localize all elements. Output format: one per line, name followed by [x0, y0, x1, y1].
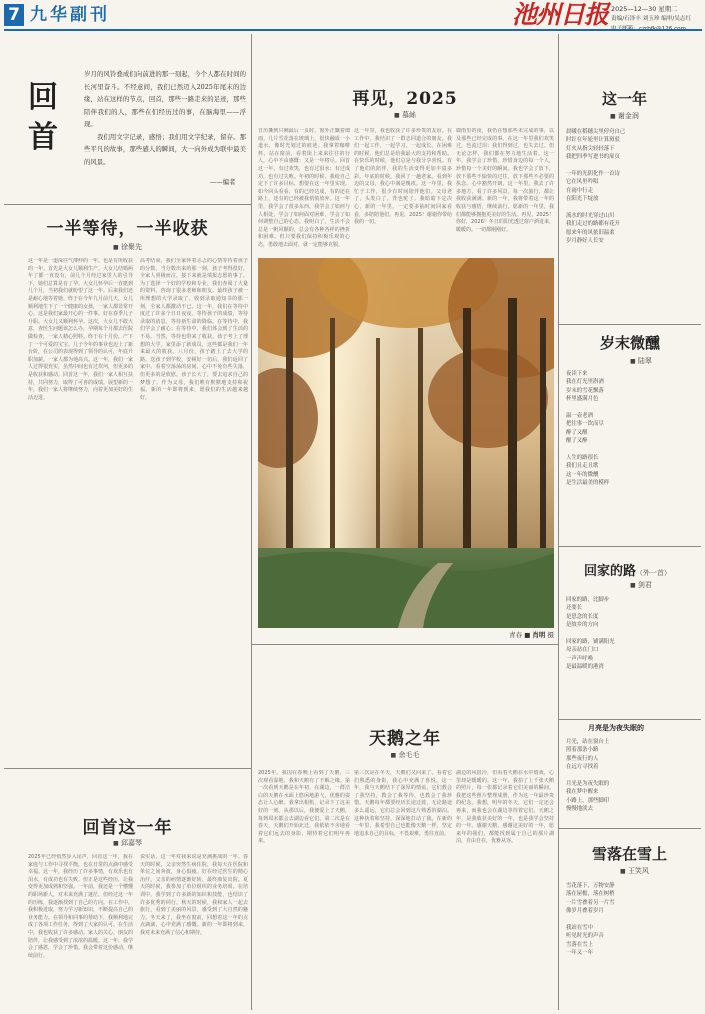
forest-illustration	[258, 258, 554, 628]
editors-line: 责编/石泽丰 刘玉珍 编审/吴志红	[611, 16, 692, 22]
again-col-3: 微雨里的夜，我仍在想那些未完成的事，以及那些已经完成的事。在这一年里我们欢笑过，也流过泪；我们得到过，也失去过。但无论怎样，我们都在努力地生活着。这一年，我学会了珍惜，珍惜身边的每一个人，珍惜每一个美好的瞬间。我也学会了放下，放下那些不愉快的过往，放下那些不必要的执念。心中豁然开朗。这一年里，我去了许多地方，看了许多风景。每一次旅行，都让我收获满满。新的一年，我将带着这一年的收获与感悟，继续前行。愿新的一年里，我们都能够拥抱更美好的生活。再见，2025！你好，2026！冬日的阳光透过窗户洒进来，暖暖的。一切都刚刚好。	[456, 128, 554, 233]
poem-drunk-author: 陆翠	[637, 357, 652, 365]
again-col-1: 日历撕到只剩最后一页时，窗外正飘着细雨。几片雪花落在玻璃上，很快融成一小道水，像时光划过的痕迹。我拿着咖啡杯，站在窗前，看着街上来来往往的行人，心中不由感慨：又是一年将尽。回首这一年，有过欢笑，也有过泪水；有过成功，也有过失败。年初的时候，我给自己定下了许多目标，想要在这一年里实现。如今回头看看，有的已经达成，有的还在路上，还有的已经被我悄悄放弃。这一年里，我学会了很多东西。我学会了如何与人相处，学会了如何面对困难，学会了如何调整自己的心态。我明白了，生活不会总是一帆风顺的，总会有各种各样的挫折和困难。但只要我们保持积极乐观的心态，勇敢地去面对，就一定能够克服。	[258, 128, 350, 248]
poem-this-year-author-line: ■ 谢金润	[610, 112, 639, 120]
poem-way-back-author-line: ■ 剑君	[630, 581, 652, 589]
divider	[252, 644, 558, 645]
divider	[251, 34, 252, 1010]
intro-title-char-2: 首	[28, 120, 58, 155]
page-number-badge	[4, 4, 24, 26]
again-author: 慕絲	[401, 111, 416, 119]
divider	[559, 324, 701, 325]
again-col-2: 这一年里，我也收获了许多珍贵的友谊。在工作中，我结识了一群志同道合的朋友。我们一起工作，一起学习，一起成长。在困难的时候，他们总是给我最大的支持和帮助。在快乐的时候，他们总是与我分享喜悦。有了他们的陪伴，我的生活变得更加丰富多彩。年底的时候，我回了一趟老家。看到年迈的父母，我心中满是愧疚。这一年里，我忙于工作，很少有时间陪伴他们。父母老了，头发白了，背也驼了。我暗暗下定决心，新的一年里，一定要多抽时间回家看看，多陪陪他们。再见，2025！谢谢你带给我的一切。	[354, 128, 452, 226]
poem-way-back-text: 回家的路，比脚步 还要长 是思念的长度 是故乡的方向 回家的路，铺满阳光 母亲站在门口 一声声呼唤 是最温暖的港湾	[566, 597, 615, 671]
email-line	[611, 24, 686, 32]
photo-caption-title: 青春	[509, 631, 523, 639]
waiting-col-1: 这一年是一道深往气薄仲的一年。也是有所收获的一年。首先是大女儿顺利生产。大女儿结婚两年了都一直没有，前几个月经过家里人的引导下，她们总算是有了孕。大女儿怀孕后一直挺到几个月，当初我们就盼望了这一年。后来我们还是耐心地等着她。终于在今年九月前几天，女儿顺利地生下了一个健康的女孩，一家人都非常开心。这是我们家最开心的一件事。好在春季儿子升职。大女儿又顺利怀孕。这次，大女儿不敢大意，查医生问题该怎么办，孕期每个月都去医院做检查，一家人精心照料。终于在十月份，产下了一个可爱的宝宝。儿子今年的事业也迈上了新台阶，在公司的表现得到了领导的认可，年底升职加薪。一家人都为他高兴。这一年，我们一家人过得很充实，虽然中间也有过坎坷，但更多的是收获和感动。回首这一年，我们一家人相互扶持，共同努力，取得了可喜的成绩。展望新的一年，我们一家人将继续努力，向着更加美好的生活迈进。	[28, 258, 133, 401]
swan-title: 天鹅之年	[369, 729, 441, 749]
poem-way-back-title: 回家的路	[584, 564, 637, 579]
swan-author-line: ■ 余毛毛	[390, 751, 420, 759]
issue-date: 2025—12—30 星期二	[611, 5, 678, 13]
divider	[558, 34, 559, 1010]
look-back-author: 邱嘉琴	[120, 839, 142, 847]
swan-col-3: 湖边的风很冷，但看着天鹅在水中嬉戏，心里却是暖暖的。这一年，我拍了上千张天鹅的照片，每一张都记录着它们美丽的瞬间。我把这些照片整理成册，作为这一年最珍贵的纪念。我想，明年的冬天，它们一定还会再来，而我也会在湖边等待着它们。天鹅之年，是我收获美好的一年，也是我学会坚持的一年。感谢天鹅，感谢这美好的一年，愿来年的我们，都能找到属于自己的那片湖泊，自由自在，优雅从容。	[456, 770, 554, 845]
again-title: 再见，2025	[352, 89, 458, 109]
poem-way-back-author: 剑君	[637, 581, 652, 589]
poem-way-back-subtitle: （外一首）	[636, 569, 672, 577]
divider	[559, 719, 701, 720]
look-back-col-1: 2025年已经悄然步入尾声，回首这一年，我在家庭与工作中寻找平衡，也在日常的点滴中感受幸福。这一年，我经历了许多事情，有欢乐也有泪水，有成功也有失败。但正是这些经历，让我变得更加成熟和坚强。一年前，我还是一个懵懂的职场新人，对未来充满了迷茫。但经过这一年的历练，我逐渐找到了自己的方向。在工作中，我积极进取，努力学习新知识，不断提高自己的业务能力。在领导和同事的帮助下，我顺利地完成了各项工作任务，得到了大家的认可。在生活中，我也收获了许多感动。家人的关心，朋友的陪伴，让我感受到了浓浓的温暖。这一年，我学会了感恩，学会了珍惜。我会带着这份感动，继续前行。	[28, 854, 133, 959]
look-back-col-2: 说实话，这一年对我来说是充满挑战的一年。春天的时候，父亲突然生病住院，我每天在医院和单位之间奔波，身心俱疲。好在经过医生的精心治疗，父亲的病情逐渐好转，最终康复出院。夏天的时候，我参加了单位组织的业务培训。在培训中，我学到了许多新的知识和技能，也结识了许多优秀的同行。秋天的时候，我和家人一起去旅行，看到了美丽的风景，感受到了大自然的魅力。冬天来了，我坐在窗前，回想着这一年的点点滴滴，心中充满了感慨。新的一年即将到来，我对未来充满了信心和期待。	[140, 854, 248, 936]
waiting-col-2: 高考结束，我们全家怀着忐忑的心情等待着孩子的分数。当分数出来的那一刻，孩子考得很好，全家人喜极而泣。接下来就是填报志愿的事了。为了选择一个好的学校和专业，我们查阅了大量的资料，咨询了很多老师和朋友。最终孩子被一所理想的大学录取了。收到录取通知书的那一刻，全家人都激动不已。这一年，我们在等待中度过了许多个日日夜夜。等待孩子的成绩，等待录取的消息，等待新生命的降临。在等待中，我们学会了耐心；在等待中，我们体会到了生活的不易。当然，等待也带来了收获。孩子考上了理想的大学，家里添了新成员，这些都是我们一年来最大的收获。八月份，孩子踏上了去大学的路。送孩子到学校，安顿好一切后，我们返回了家中。看着空荡荡的房间，心中不免有些失落，但更多的是欣慰。孩子长大了，要去追求自己的梦想了。作为父母，我们唯有默默地支持和祝福。新的一年即将到来，愿我们的生活越来越好。	[140, 258, 248, 401]
poem-this-year-text: 晨曦在稻穗尖里停舟自己 时针在年轮里计算斑驳 灯火从指尖轻轻落下 我把四季写进书的扉页 一年的光阴化作一首诗 它在风里吟唱 在雨中行走 在阳光下绽放 流水的时光穿过山川 我们走过的路都有花开 愿来年的风依旧温柔 岁月静好人长安	[566, 129, 626, 245]
poem-way-back-heading	[584, 560, 671, 579]
intro-body: 岁月的风铃叠成们向前进的那一刻起，今个人都在时间的长河里奋斗。不经意间，我们已然迈入2025年尾末的边缘，站在这样的节点，回首，那些一路走来的足迹，那些陪伴我们的人，那些在们经历过的事，在脑海里——浮现。 我们用文字记录，感悟；我们用文字纪录，留存。那些平凡的故事，那些感人的瞬间，大一向外成为联中最美的风景。	[84, 70, 246, 166]
intro-title-char-1: 回	[28, 80, 58, 115]
poem-snow-title: 雪落在雪上	[592, 845, 668, 863]
divider	[559, 546, 701, 547]
intro-big-title	[28, 78, 68, 158]
waiting-title: 一半等待，一半收获	[46, 219, 209, 239]
photo-suffix: 摄	[547, 631, 554, 639]
poem-snow-author: 王笑风	[627, 867, 649, 875]
divider	[559, 828, 701, 829]
logo: 池州日报	[512, 0, 609, 29]
page-number: 7	[8, 5, 20, 25]
photo-caption: 青春 ■ 肖明 摄	[509, 631, 554, 639]
poem-drunk-title: 岁末微醺	[600, 334, 661, 352]
poem-snow-author-line: ■ 王笑风	[620, 867, 649, 875]
photo-author: 肖明	[532, 631, 546, 639]
poem-drunk-author-line: ■ 陆翠	[630, 357, 652, 365]
waiting-author: 徐聚先	[120, 243, 142, 251]
waiting-author-line: ■ 徐聚先	[113, 243, 142, 251]
swan-col-1: 2025年，我国在春晚上看到了天鹅，三次观看湿地，我和天鹅有了不解之缘。第一次看到天鹅是在年初，在湖边，一群洁白的天鹅在水面上悠闲地游弋，优雅的姿态让人心醉。我拿出相机，记录下了这美好的一刻。从那以后，我便爱上了天鹅，每到周末都会去湖边看它们。第二次是在春天，天鹅们开始北迁，我依依不舍地看着它们远去的身影，期待着它们明年再来。	[258, 770, 350, 845]
divider	[4, 768, 251, 769]
poem-drunk-text: 夜读下来 我在灯光里斟酒 岁末的雪花飘落 杯里盛满月色 温一壶老酒 把往事一饮而尽 醉了又醒 醒了又醉 人生的路很长 我们且走且歌 这一年的微醺 是生活最美的模样	[566, 371, 610, 487]
poem-this-year-author: 谢金润	[617, 112, 639, 120]
poem-night-text: 月光，站在窗台上 照着那条小路 那些夜行的人 在远方寻找着 月光是为夜失眠的 我在梦中醒来 小路上，那些脚印 慢慢地淡去	[566, 739, 610, 813]
swan-col-2: 第三次是在冬天，天鹅们又回来了。看着它们熟悉的身影，我心中充满了喜悦。这一年，我与天鹅结下了深厚的情谊。它们教会了我坚持，教会了我等待，也教会了我珍惜。天鹅每年都要经历长途迁徙，无论路途多么遥远，它们总会回到这片熟悉的湖泊。这种执着和坚持，深深地打动了我。在新的一年里，我希望自己也能像天鹅一样，坚定地追求自己的目标，不畏艰难，勇往直前。	[354, 770, 452, 837]
divider	[4, 204, 251, 205]
photo-forest	[258, 258, 554, 628]
poem-this-year-title: 这一年	[602, 90, 648, 108]
look-back-title: 回首这一年	[82, 818, 173, 838]
swan-author: 余毛毛	[398, 751, 420, 759]
intro-byline: ——编者	[210, 178, 236, 186]
again-author-line: ■ 慕絲	[394, 111, 416, 119]
page-name: 九华副刊	[30, 5, 110, 25]
poem-snow-text: 雪花落下，万物安静 落在屋檐，落在树梢 一片雪叠着另一片雪 像岁月叠着岁月 我站在雪中 听见时光的声音 雪落在雪上 一年又一年	[566, 883, 615, 957]
masthead-rule	[4, 29, 702, 31]
look-back-author-line: ■ 邱嘉琴	[113, 839, 142, 847]
poem-night-title: 月亮是为夜失眠的	[588, 723, 644, 732]
